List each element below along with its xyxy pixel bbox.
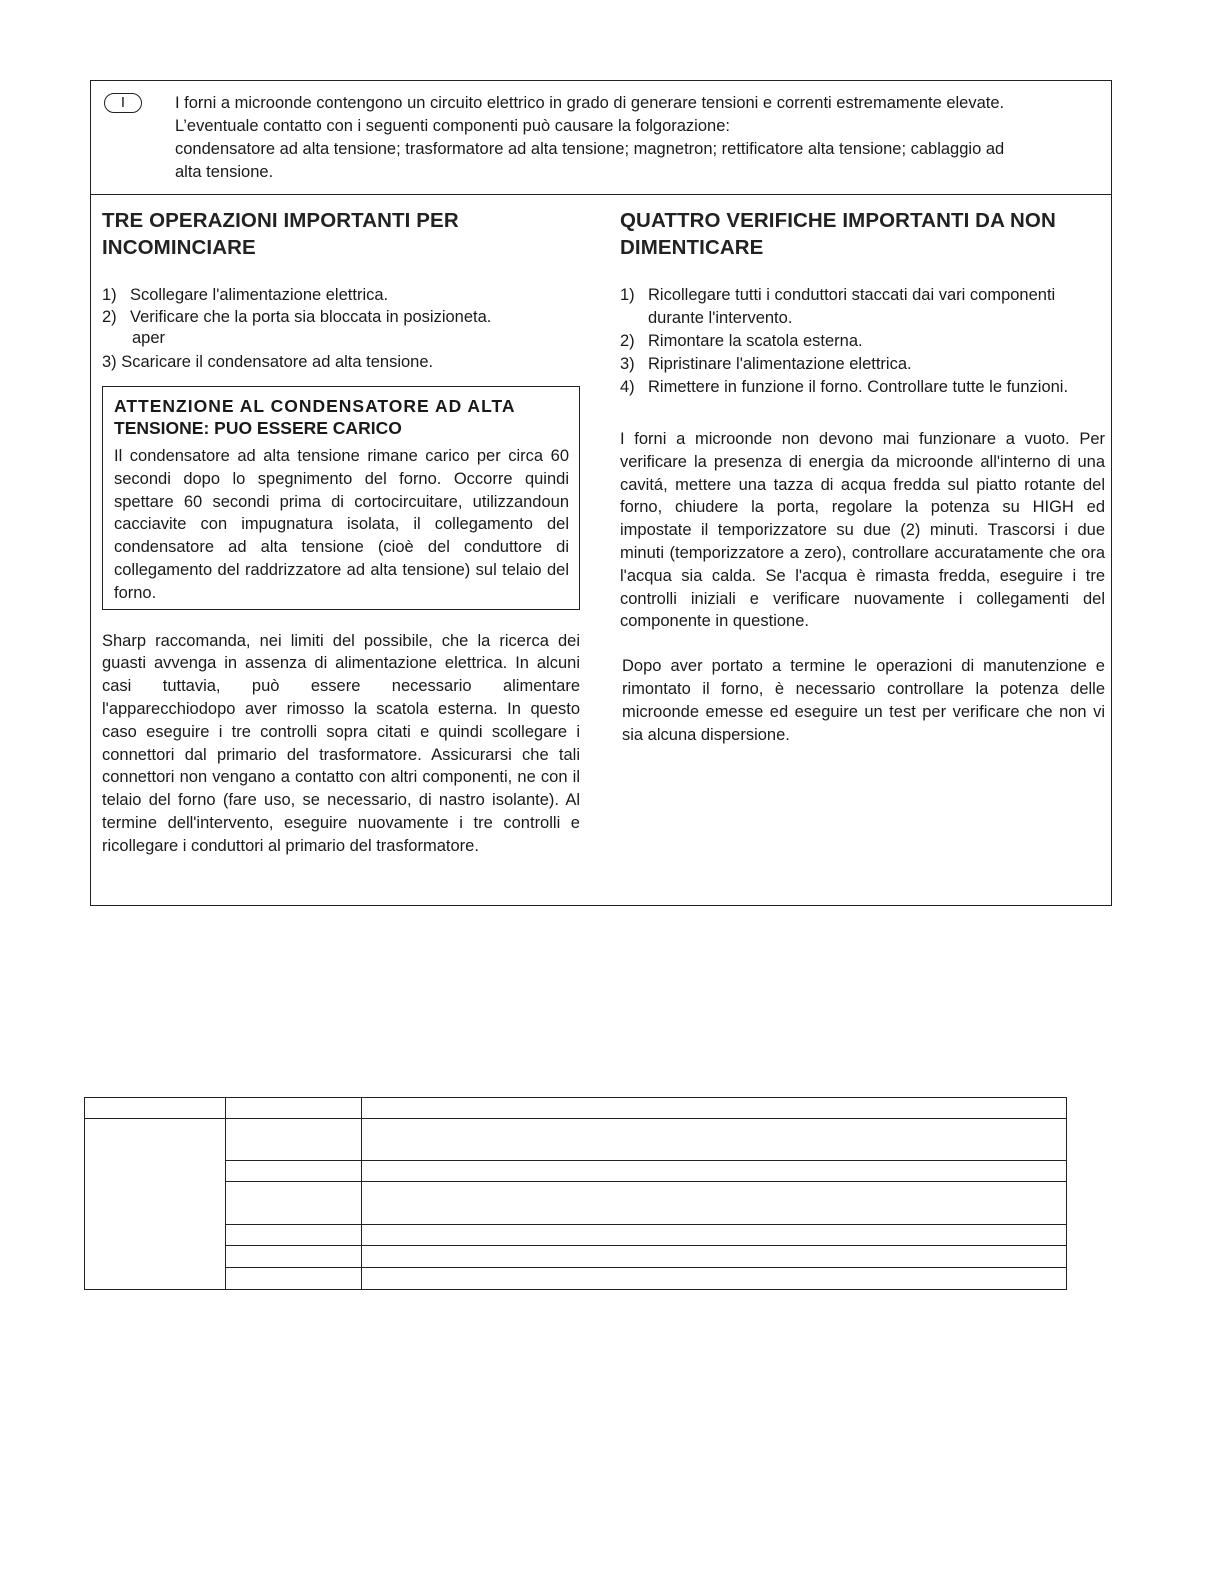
intro-line: condensatore ad alta tensione; trasformatore ad alta tensione; magnetron; rettificatore alta tensione; cablaggio ad — [175, 140, 1005, 158]
table-cell — [361, 1160, 1067, 1182]
warning-title: TENSIONE: PUO ESSERE CARICO — [114, 418, 402, 438]
table-header-cell — [361, 1097, 1067, 1119]
troubleshooting-paragraph: Sharp raccomanda, nei limiti del possibile, che la ricerca dei guasti avvenga in assenza di alimentazione elettrica. In alcuni casi tuttavia, può essere necessario alimentare l'apparecchiodopo aver rimosso la scatola esterna. In questo caso eseguire i tre controlli sopra citati e quindi scollegare i connettori dal primario del trasformatore. Assicurarsi che tali connettori non vengano a contatto con altri componenti, ne con il telaio del forno (fare uso, se necessario, di nastro isolante). Al termine dell'intervento, eseguire nuovamente i tre controlli e ricollegare i conduttori al primario del trasformatore. — [102, 631, 580, 855]
right-column — [620, 207, 1105, 746]
table-cell — [225, 1118, 362, 1161]
left-heading — [102, 207, 580, 261]
intro-text — [175, 92, 1080, 184]
right-steps-list — [620, 284, 1105, 399]
table-cell — [225, 1245, 362, 1268]
right-heading-line: DIMENTICARE — [620, 236, 764, 259]
intro-line: alta tensione. — [175, 163, 274, 181]
warning-title: ATTENZIONE AL CONDENSATORE AD ALTA — [114, 396, 516, 416]
list-item: 1) Ricollegare tutti i conduttori staccati dai vari componenti durante l'intervento. — [620, 286, 1056, 327]
left-heading-line: TRE OPERAZIONI IMPORTANTI PER — [102, 209, 459, 232]
list-item: 3) Scaricare il condensatore ad alta tensione. — [102, 353, 434, 371]
left-heading-line: INCOMINCIARE — [102, 236, 256, 259]
intro-section — [91, 81, 1111, 195]
table-cell — [225, 1160, 362, 1182]
table-cell — [361, 1118, 1067, 1161]
capacitor-warning-box — [102, 386, 580, 610]
table-cell — [361, 1181, 1067, 1225]
list-item: 2) Rimontare la scatola esterna. — [620, 332, 863, 350]
list-item: 1) Scollegare l'alimentazione elettrica. — [102, 286, 389, 304]
table-group-cell — [84, 1118, 226, 1290]
test-paragraph: I forni a microonde non devono mai funzionare a vuoto. Per verificare la presenza di energia da microonde all'interno di una cavitá, mettere una tazza di acqua fredda sul piatto rotante del forno, chiudere la porta, regolare la potenza su HIGH ed impostate il temporizzatore su due (2) minuti. Trascorsi i due minuti (temporizzatore a zero), controllare accuratamente che ora l'acqua sia calda. Se l'acqua è rimasta fredda, eseguire i tre controlli iniziali e verificare nuovamente i collegamenti del componente in questione. — [620, 430, 1105, 631]
left-column — [102, 207, 580, 858]
list-item: 3) Ripristinare l'alimentazione elettrica. — [620, 355, 912, 373]
table-cell — [225, 1267, 362, 1290]
table-cell — [361, 1267, 1067, 1290]
list-item: 2) Verificare che la porta sia bloccata in posizioneta. aper — [102, 308, 492, 347]
warning-body: Il condensatore ad alta tensione rimane carico per circa 60 secondi dopo lo spegnimento del forno. Occorre quindi spettare 60 secondi prima di cortocircuitare, utilizzandoun cacciavite con impugnatura isolata, il collegamento del condensatore ad alta tensione (cioè del conduttore di collegamento del raddrizzatore ad alta tensione) sul telaio del forno. — [114, 447, 569, 602]
right-heading-line: QUATTRO VERIFICHE IMPORTANTI DA NON — [620, 209, 1056, 232]
maintenance-paragraph: Dopo aver portato a termine le operazioni di manutenzione e rimontato il forno, è necessario controllare la potenza delle microonde emesse ed eseguire un test per verificare che non vi sia alcuna dispersione. — [622, 657, 1105, 744]
safety-notice-frame — [90, 80, 1112, 906]
intro-line: L’eventuale contatto con i seguenti componenti può causare la folgorazione: — [175, 117, 730, 135]
language-badge: I — [104, 93, 142, 113]
table-header-cell — [225, 1097, 362, 1119]
left-steps-list — [102, 284, 580, 374]
table-cell — [225, 1224, 362, 1246]
right-heading — [620, 207, 1105, 261]
table-cell — [225, 1181, 362, 1225]
table-cell — [361, 1224, 1067, 1246]
table-cell — [361, 1245, 1067, 1268]
table-header-cell — [84, 1097, 226, 1119]
intro-line: I forni a microonde contengono un circuito elettrico in grado di generare tensioni e correnti estremamente elevate. — [175, 94, 1005, 112]
list-item: 4) Rimettere in funzione il forno. Controllare tutte le funzioni. — [620, 378, 1069, 396]
